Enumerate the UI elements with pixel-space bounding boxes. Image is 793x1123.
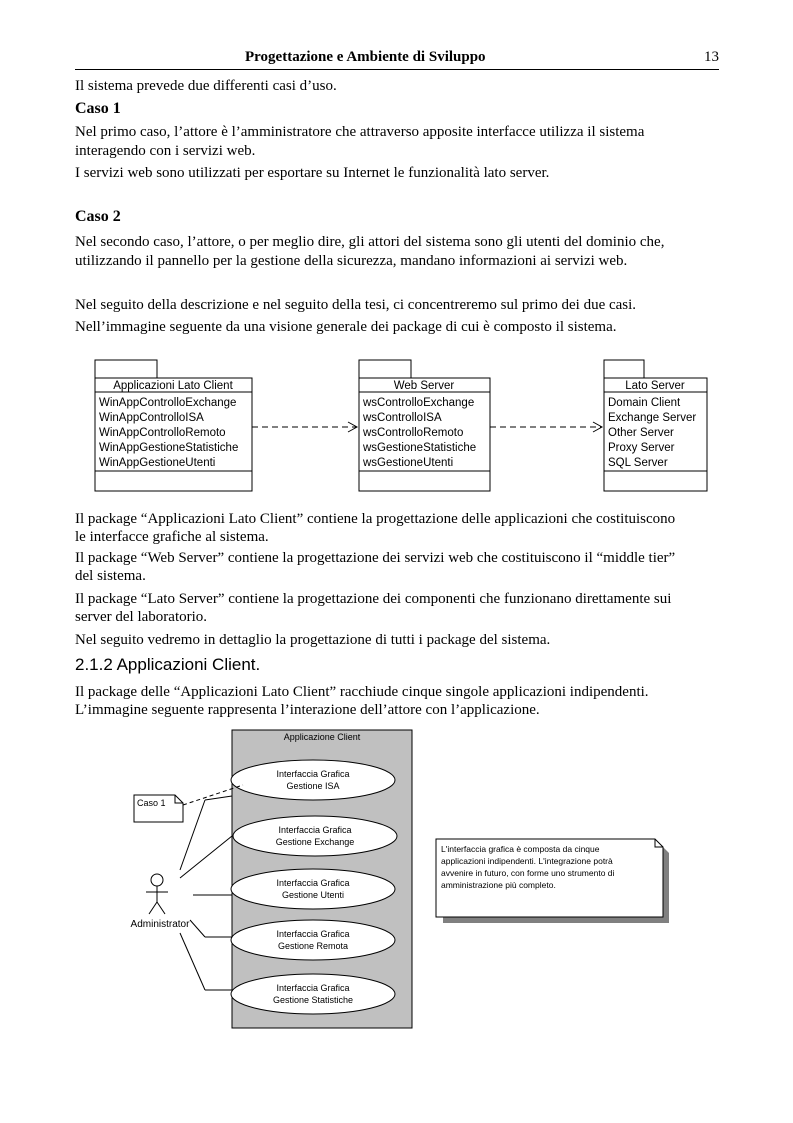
paragraph: Il package “Applicazioni Lato Client” contiene la progettazione delle applicazioni che costituiscono bbox=[75, 511, 676, 527]
use-case-label: Interfaccia Grafica bbox=[276, 929, 350, 939]
heading-caso2: Caso 2 bbox=[75, 208, 121, 225]
package-item: WinAppGestioneUtenti bbox=[99, 457, 216, 469]
use-case bbox=[231, 869, 395, 909]
note-text: avvenire in futuro, con forme uno strumento di bbox=[441, 868, 615, 878]
paragraph: L’immagine seguente rappresenta l’interazione dell’attore con l’applicazione. bbox=[75, 702, 540, 718]
package-item: WinAppControlloISA bbox=[99, 412, 204, 424]
package-item: WinAppGestioneStatistiche bbox=[99, 442, 239, 454]
note-text: Caso 1 bbox=[137, 798, 166, 808]
paragraph: Nell’immagine seguente da una visione generale dei package di cui è composto il sistema. bbox=[75, 319, 617, 335]
package-item: Exchange Server bbox=[608, 412, 697, 424]
package-item: WinAppControlloExchange bbox=[99, 397, 237, 409]
use-case bbox=[233, 816, 397, 856]
association-line bbox=[180, 836, 232, 878]
paragraph: Il package “Web Server” contiene la progettazione dei servizi web che costituiscono il “middle tier” bbox=[75, 550, 676, 566]
section-heading: 2.1.2 Applicazioni Client. bbox=[75, 655, 261, 674]
actor-label: Administrator bbox=[130, 919, 190, 930]
note-text: applicazioni indipendenti. L'integrazione potrà bbox=[441, 856, 613, 866]
usecase-diagram bbox=[0, 725, 793, 1035]
paragraph: Nel seguito della descrizione e nel seguito della tesi, ci concentreremo sul primo dei due casi. bbox=[75, 297, 637, 313]
note-description bbox=[436, 839, 669, 923]
header-title: Progettazione e Ambiente di Sviluppo bbox=[245, 49, 486, 65]
use-case bbox=[231, 974, 395, 1014]
paragraph: utilizzando il pannello per la gestione della sicurezza, mandano informazioni ai servizi web. bbox=[75, 253, 628, 269]
page-number: 13 bbox=[704, 49, 719, 65]
use-case-label: Interfaccia Grafica bbox=[276, 769, 350, 779]
use-case-label: Interfaccia Grafica bbox=[276, 878, 350, 888]
package-applicazioni-lato-client bbox=[95, 360, 252, 491]
paragraph: I servizi web sono utilizzati per esportare su Internet le funzionalità lato server. bbox=[75, 165, 550, 181]
use-case-label: Gestione ISA bbox=[286, 781, 340, 791]
package-diagram bbox=[0, 355, 793, 495]
dependency-arrow bbox=[490, 422, 602, 432]
paragraph: Il sistema prevede due differenti casi d’uso. bbox=[75, 78, 337, 94]
note-text: amministrazione più completo. bbox=[441, 880, 556, 890]
package-item: Domain Client bbox=[608, 397, 681, 409]
package-title: Applicazioni Lato Client bbox=[113, 380, 233, 392]
package-web-server bbox=[359, 360, 490, 491]
paragraph: server del laboratorio. bbox=[75, 609, 208, 625]
paragraph: le interfacce grafiche al sistema. bbox=[75, 529, 269, 545]
use-case bbox=[231, 920, 395, 960]
use-case-label: Gestione Statistiche bbox=[272, 995, 354, 1005]
paragraph: Il package “Lato Server” contiene la progettazione dei componenti che funzionano direttamente sui bbox=[75, 591, 672, 607]
paragraph: interagendo con i servizi web. bbox=[75, 143, 256, 159]
page-header bbox=[75, 47, 719, 70]
paragraph: Nel secondo caso, l’attore, o per meglio dire, gli attori del sistema sono gli utenti del dominio che, bbox=[75, 234, 665, 250]
package-title: Web Server bbox=[393, 380, 455, 392]
package-lato-server bbox=[604, 360, 707, 491]
use-case bbox=[231, 760, 395, 800]
note-text: L'interfaccia grafica è composta da cinque bbox=[441, 844, 600, 854]
package-title: Lato Server bbox=[625, 380, 685, 392]
paragraph: del sistema. bbox=[75, 568, 146, 584]
actor-icon bbox=[146, 874, 168, 914]
package-item: SQL Server bbox=[608, 457, 668, 469]
package-item: wsControlloRemoto bbox=[363, 427, 464, 439]
use-case-label: Interfaccia Grafica bbox=[276, 983, 350, 993]
association-line bbox=[180, 796, 232, 870]
use-case-label: Gestione Remota bbox=[277, 941, 349, 951]
package-item: Proxy Server bbox=[608, 442, 675, 454]
package-item: wsGestioneUtenti bbox=[363, 457, 454, 469]
paragraph: Il package delle “Applicazioni Lato Client” racchiude cinque singole applicazioni indipendenti. bbox=[75, 684, 649, 700]
use-case-label: Gestione Utenti bbox=[281, 890, 345, 900]
system-label: Applicazione Client bbox=[283, 732, 361, 742]
note-caso1 bbox=[134, 795, 183, 822]
paragraph: Nel seguito vedremo in dettaglio la progettazione di tutti i package del sistema. bbox=[75, 632, 551, 648]
package-item: Other Server bbox=[608, 427, 674, 439]
package-item: WinAppControlloRemoto bbox=[99, 427, 226, 439]
paragraph: Nel primo caso, l’attore è l’amministratore che attraverso apposite interfacce utilizza il sistema bbox=[75, 124, 645, 140]
package-item: wsControlloExchange bbox=[363, 397, 475, 409]
use-case-label: Gestione Exchange bbox=[275, 837, 355, 847]
package-item: wsGestioneStatistiche bbox=[363, 442, 477, 454]
package-item: wsControlloISA bbox=[363, 412, 442, 424]
association-line bbox=[180, 933, 232, 990]
association-line bbox=[190, 920, 232, 937]
dependency-arrow bbox=[252, 422, 357, 432]
use-case-label: Interfaccia Grafica bbox=[278, 825, 352, 835]
heading-caso1: Caso 1 bbox=[75, 100, 121, 117]
